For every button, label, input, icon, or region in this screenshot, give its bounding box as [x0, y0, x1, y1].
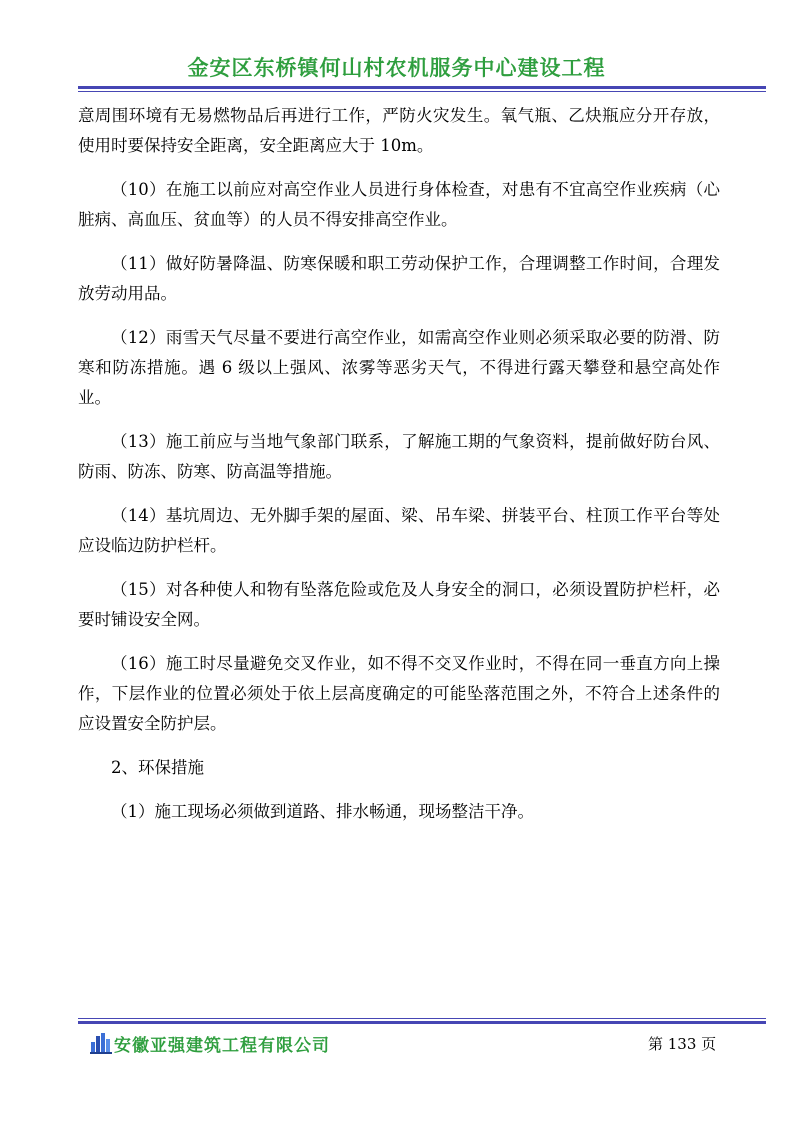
paragraph-14: （14）基坑周边、无外脚手架的屋面、梁、吊车梁、拼装平台、柱顶工作平台等处应设临边防护栏杆。 — [78, 506, 720, 555]
footer-page-number: 第 133 页 — [648, 1035, 717, 1053]
document-body — [78, 101, 720, 841]
company-building-logo-icon — [90, 1032, 112, 1054]
page-header-title: 金安区东桥镇何山村农机服务中心建设工程 — [187, 56, 606, 80]
paragraph-10: （10）在施工以前应对高空作业人员进行身体检查，对患有不宜高空作业疾病（心脏病、高血压、贫血等）的人员不得安排高空作业。 — [78, 180, 720, 229]
footer-rule-thin — [78, 1018, 766, 1019]
paragraph-15: （15）对各种使人和物有坠落危险或危及人身安全的洞口，必须设置防护栏杆，必要时铺设安全网。 — [78, 580, 720, 629]
paragraph-env-1: （1）施工现场必须做到道路、排水畅通，现场整洁干净。 — [111, 802, 534, 821]
paragraph-16: （16）施工时尽量避免交叉作业，如不得不交叉作业时，不得在同一垂直方向上操作，下层作业的位置必须处于依上层高度确定的可能坠落范围之外，不符合上述条件的应设置安全防护层。 — [78, 654, 720, 733]
paragraph-11: （11）做好防暑降温、防寒保暖和职工劳动保护工作，合理调整工作时间，合理发放劳动用品。 — [78, 254, 720, 303]
paragraph-13: （13）施工前应与当地气象部门联系，了解施工期的气象资料，提前做好防台风、防雨、防冻、防寒、防高温等措施。 — [78, 432, 720, 481]
footer-company-name: 安徽亚强建筑工程有限公司 — [114, 1036, 330, 1056]
section-heading-environmental: 2、环保措施 — [111, 758, 204, 777]
paragraph-continued: 意周围环境有无易燃物品后再进行工作，严防火灾发生。氧气瓶、乙炔瓶应分开存放，使用时要保持安全距离，安全距离应大于 10m。 — [78, 106, 720, 155]
header-rule-thin — [78, 91, 766, 92]
footer-rule-thick — [78, 1021, 766, 1024]
paragraph-12: （12）雨雪天气尽量不要进行高空作业，如需高空作业则必须采取必要的防滑、防寒和防冻措施。遇 6 级以上强风、浓雾等恶劣天气，不得进行露天攀登和悬空高处作业。 — [78, 328, 720, 407]
header-rule-thick — [78, 86, 766, 89]
